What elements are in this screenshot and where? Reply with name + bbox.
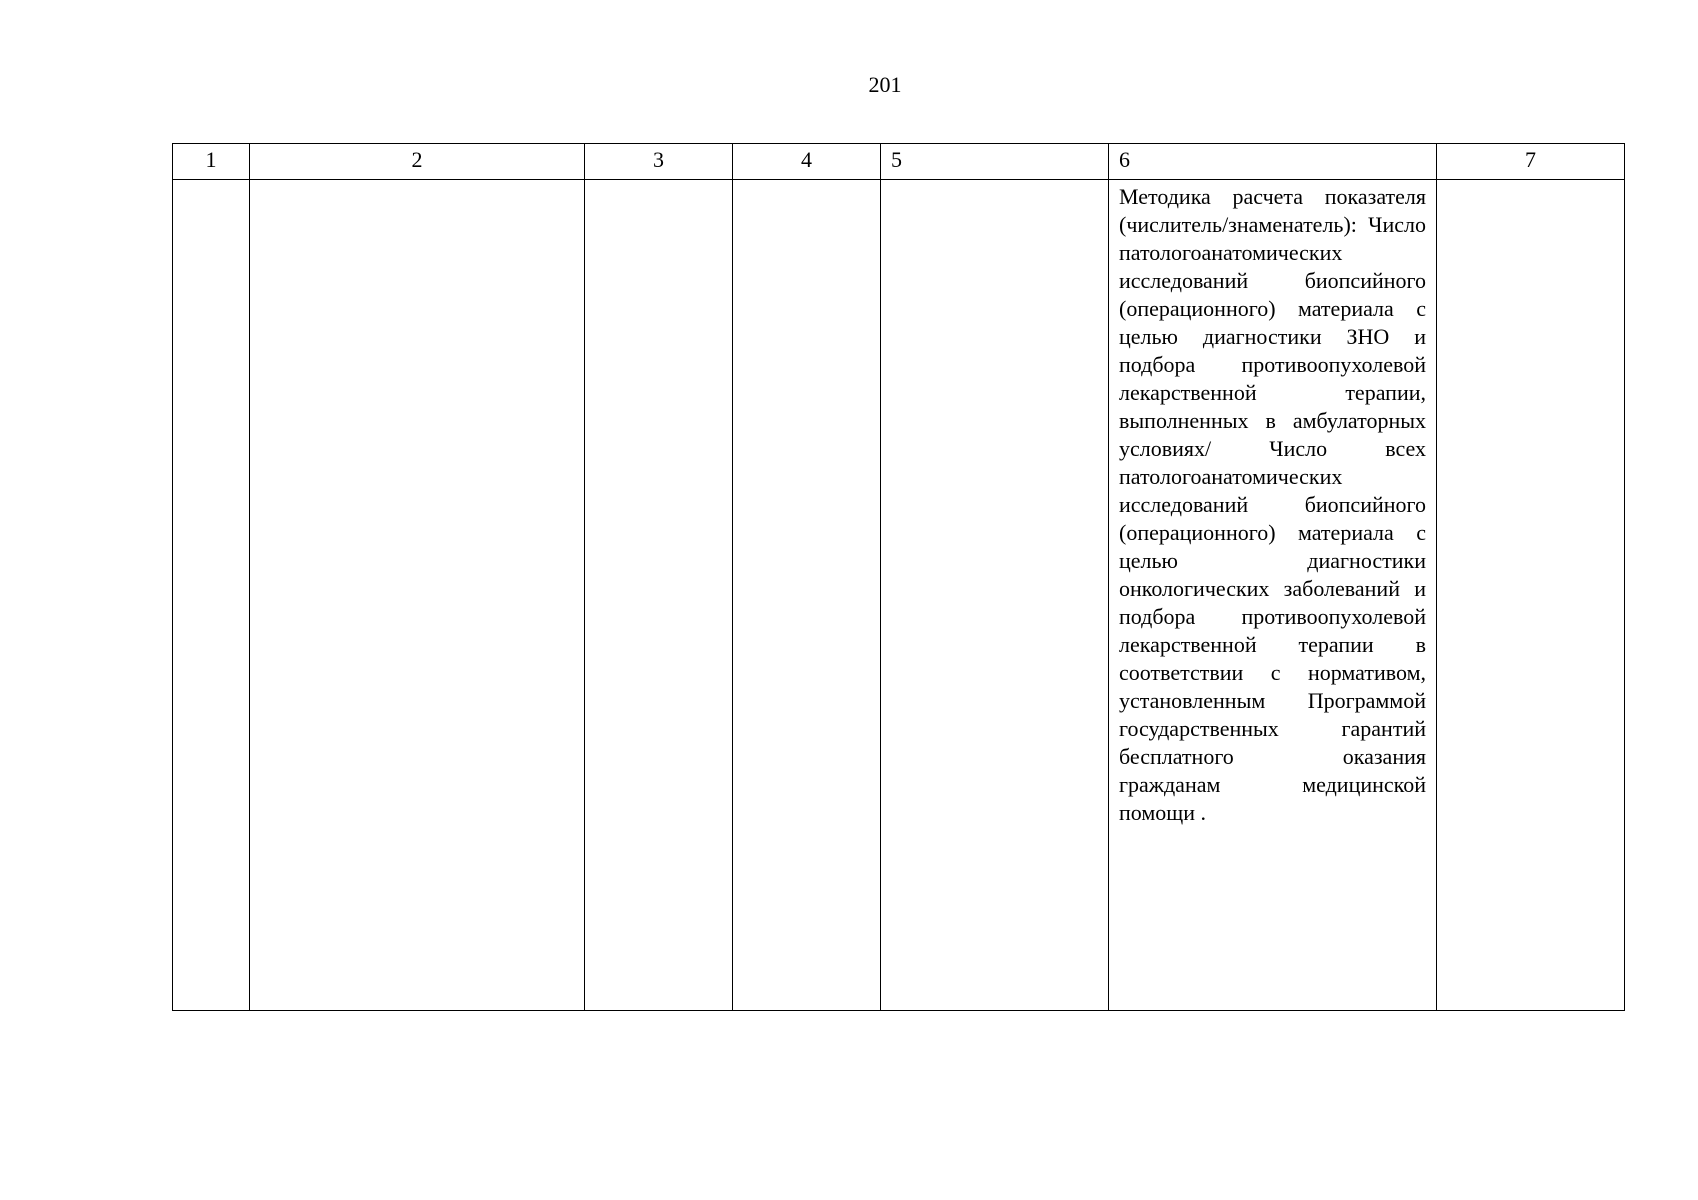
header-row xyxy=(173,144,1625,180)
calculation-method-text: Методика расчета показателя (числитель/знаменатель): Число патологоанатомических исследований биопсийного (операционного) материала с целью диагностики ЗНО и подбора противоопухолевой лекарственной терапии, выполненных в амбулаторных условиях/ Число всех патологоанатомических исследований биопсийного (операционного) материала с целью диагностики онкологических заболеваний и подбора противоопухолевой лекарственной терапии в соответствии с нормативом, установленным Программой государственных гарантий бесплатного оказания гражданам медицинской помощи . xyxy=(1119,184,1426,825)
table-cell-col3 xyxy=(585,180,733,1011)
column-header-4: 4 xyxy=(733,144,881,180)
table-cell-col2 xyxy=(250,180,585,1011)
page-number: 201 xyxy=(868,72,902,97)
data-table xyxy=(172,143,1625,1011)
column-header-2: 2 xyxy=(250,144,585,180)
column-header-5: 5 xyxy=(881,144,1109,180)
column-header-6: 6 xyxy=(1109,144,1437,180)
table-cell-col5 xyxy=(881,180,1109,1011)
table-cell-col1 xyxy=(173,180,250,1011)
table-cell-col6 xyxy=(1109,180,1437,1011)
table-cell-col4 xyxy=(733,180,881,1011)
table-row xyxy=(173,180,1625,1011)
column-header-7: 7 xyxy=(1437,144,1625,180)
table-cell-col7 xyxy=(1437,180,1625,1011)
column-header-1: 1 xyxy=(173,144,250,180)
column-header-3: 3 xyxy=(585,144,733,180)
